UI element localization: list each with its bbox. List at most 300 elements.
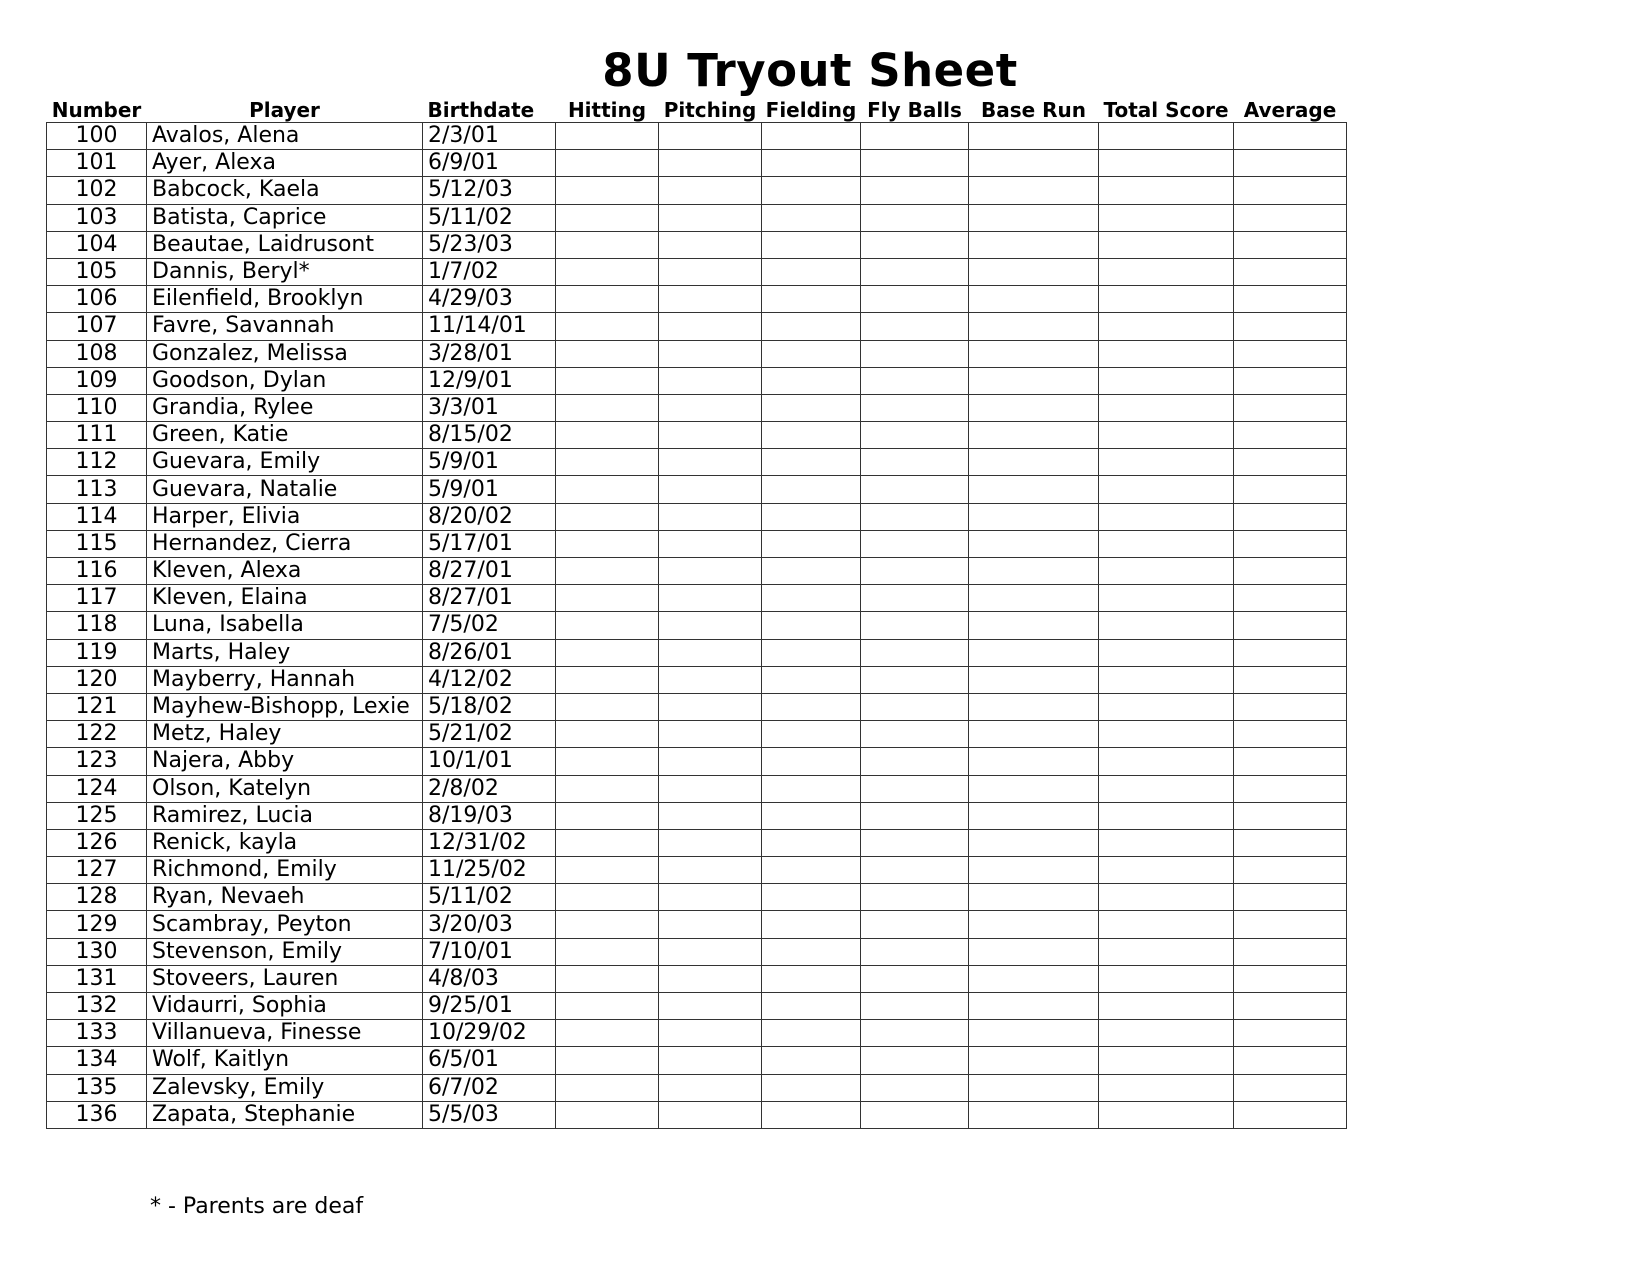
birthdate-cell: 8/27/01 — [423, 558, 556, 585]
birthdate-cell: 5/18/02 — [423, 693, 556, 720]
table-row — [47, 1047, 1347, 1074]
pitching-cell — [659, 965, 762, 992]
total-score-cell — [1099, 857, 1234, 884]
fly-balls-cell — [861, 666, 969, 693]
base-run-cell — [969, 231, 1099, 258]
average-cell — [1234, 367, 1347, 394]
player-cell: Zapata, Stephanie — [147, 1101, 423, 1128]
number-cell: 103 — [47, 204, 147, 231]
pitching-cell — [659, 1020, 762, 1047]
table-row — [47, 775, 1347, 802]
total-score-cell — [1099, 1020, 1234, 1047]
fielding-cell — [762, 231, 861, 258]
fielding-cell — [762, 585, 861, 612]
number-cell: 133 — [47, 1020, 147, 1047]
table-row — [47, 258, 1347, 285]
fielding-cell — [762, 612, 861, 639]
total-score-cell — [1099, 286, 1234, 313]
base-run-cell — [969, 422, 1099, 449]
pitching-cell — [659, 313, 762, 340]
total-score-cell — [1099, 585, 1234, 612]
total-score-cell — [1099, 612, 1234, 639]
number-cell: 104 — [47, 231, 147, 258]
base-run-cell — [969, 857, 1099, 884]
hitting-cell — [556, 612, 659, 639]
player-cell: Renick, kayla — [147, 829, 423, 856]
number-cell: 120 — [47, 666, 147, 693]
pitching-cell — [659, 829, 762, 856]
number-cell: 119 — [47, 639, 147, 666]
table-row — [47, 721, 1347, 748]
hitting-cell — [556, 367, 659, 394]
pitching-cell — [659, 857, 762, 884]
fly-balls-cell — [861, 476, 969, 503]
pitching-cell — [659, 558, 762, 585]
fly-balls-cell — [861, 612, 969, 639]
base-run-cell — [969, 340, 1099, 367]
base-run-cell — [969, 612, 1099, 639]
hitting-cell — [556, 503, 659, 530]
average-cell — [1234, 938, 1347, 965]
fielding-cell — [762, 449, 861, 476]
pitching-cell — [659, 884, 762, 911]
hitting-cell — [556, 394, 659, 421]
pitching-cell — [659, 666, 762, 693]
hitting-cell — [556, 258, 659, 285]
fielding-cell — [762, 204, 861, 231]
player-cell: Ramirez, Lucia — [147, 802, 423, 829]
number-cell: 130 — [47, 938, 147, 965]
total-score-cell — [1099, 884, 1234, 911]
table-row — [47, 857, 1347, 884]
fielding-cell — [762, 1047, 861, 1074]
fielding-cell — [762, 965, 861, 992]
base-run-cell — [969, 558, 1099, 585]
total-score-cell — [1099, 123, 1234, 150]
total-score-cell — [1099, 204, 1234, 231]
pitching-cell — [659, 286, 762, 313]
base-run-cell — [969, 775, 1099, 802]
fly-balls-cell — [861, 1020, 969, 1047]
birthdate-cell: 5/5/03 — [423, 1101, 556, 1128]
player-cell: Grandia, Rylee — [147, 394, 423, 421]
fielding-cell — [762, 857, 861, 884]
hitting-cell — [556, 1074, 659, 1101]
pitching-cell — [659, 476, 762, 503]
number-cell: 126 — [47, 829, 147, 856]
birthdate-cell: 2/3/01 — [423, 123, 556, 150]
player-cell: Villanueva, Finesse — [147, 1020, 423, 1047]
player-cell: Guevara, Emily — [147, 449, 423, 476]
total-score-cell — [1099, 530, 1234, 557]
table-row — [47, 286, 1347, 313]
number-cell: 124 — [47, 775, 147, 802]
column-header-total-score: Total Score — [1103, 98, 1229, 122]
average-cell — [1234, 231, 1347, 258]
fielding-cell — [762, 177, 861, 204]
number-cell: 106 — [47, 286, 147, 313]
fielding-cell — [762, 666, 861, 693]
fielding-cell — [762, 123, 861, 150]
fly-balls-cell — [861, 340, 969, 367]
total-score-cell — [1099, 503, 1234, 530]
pitching-cell — [659, 585, 762, 612]
player-cell: Marts, Haley — [147, 639, 423, 666]
hitting-cell — [556, 449, 659, 476]
base-run-cell — [969, 313, 1099, 340]
number-cell: 108 — [47, 340, 147, 367]
table-row — [47, 884, 1347, 911]
number-cell: 112 — [47, 449, 147, 476]
player-cell: Zalevsky, Emily — [147, 1074, 423, 1101]
total-score-cell — [1099, 449, 1234, 476]
fielding-cell — [762, 775, 861, 802]
pitching-cell — [659, 639, 762, 666]
birthdate-cell: 8/19/03 — [423, 802, 556, 829]
base-run-cell — [969, 1101, 1099, 1128]
number-cell: 136 — [47, 1101, 147, 1128]
column-header-number: Number — [51, 98, 142, 122]
hitting-cell — [556, 313, 659, 340]
fielding-cell — [762, 422, 861, 449]
fly-balls-cell — [861, 585, 969, 612]
hitting-cell — [556, 231, 659, 258]
table-row — [47, 503, 1347, 530]
total-score-cell — [1099, 911, 1234, 938]
table-row — [47, 829, 1347, 856]
average-cell — [1234, 911, 1347, 938]
pitching-cell — [659, 123, 762, 150]
page-title: 8U Tryout Sheet — [602, 44, 1018, 97]
base-run-cell — [969, 911, 1099, 938]
average-cell — [1234, 177, 1347, 204]
total-score-cell — [1099, 367, 1234, 394]
base-run-cell — [969, 1047, 1099, 1074]
birthdate-cell: 5/11/02 — [423, 204, 556, 231]
hitting-cell — [556, 721, 659, 748]
base-run-cell — [969, 150, 1099, 177]
fly-balls-cell — [861, 204, 969, 231]
table-row — [47, 150, 1347, 177]
birthdate-cell: 6/9/01 — [423, 150, 556, 177]
table-row — [47, 449, 1347, 476]
fielding-cell — [762, 1020, 861, 1047]
pitching-cell — [659, 802, 762, 829]
average-cell — [1234, 639, 1347, 666]
birthdate-cell: 8/15/02 — [423, 422, 556, 449]
fielding-cell — [762, 721, 861, 748]
fielding-cell — [762, 693, 861, 720]
number-cell: 116 — [47, 558, 147, 585]
fly-balls-cell — [861, 394, 969, 421]
hitting-cell — [556, 585, 659, 612]
player-cell: Guevara, Natalie — [147, 476, 423, 503]
total-score-cell — [1099, 394, 1234, 421]
pitching-cell — [659, 422, 762, 449]
total-score-cell — [1099, 422, 1234, 449]
pitching-cell — [659, 993, 762, 1020]
player-cell: Stevenson, Emily — [147, 938, 423, 965]
hitting-cell — [556, 558, 659, 585]
table-row — [47, 693, 1347, 720]
fielding-cell — [762, 829, 861, 856]
table-row — [47, 313, 1347, 340]
birthdate-cell: 8/27/01 — [423, 585, 556, 612]
birthdate-cell: 11/14/01 — [423, 313, 556, 340]
fielding-cell — [762, 911, 861, 938]
total-score-cell — [1099, 313, 1234, 340]
base-run-cell — [969, 693, 1099, 720]
table-row — [47, 422, 1347, 449]
hitting-cell — [556, 177, 659, 204]
total-score-cell — [1099, 748, 1234, 775]
table-row — [47, 177, 1347, 204]
number-cell: 105 — [47, 258, 147, 285]
column-header-fly-balls: Fly Balls — [867, 98, 962, 122]
birthdate-cell: 5/21/02 — [423, 721, 556, 748]
fielding-cell — [762, 884, 861, 911]
pitching-cell — [659, 612, 762, 639]
player-cell: Favre, Savannah — [147, 313, 423, 340]
birthdate-cell: 2/8/02 — [423, 775, 556, 802]
pitching-cell — [659, 1047, 762, 1074]
birthdate-cell: 10/1/01 — [423, 748, 556, 775]
fielding-cell — [762, 286, 861, 313]
birthdate-cell: 6/7/02 — [423, 1074, 556, 1101]
hitting-cell — [556, 1101, 659, 1128]
hitting-cell — [556, 1047, 659, 1074]
base-run-cell — [969, 286, 1099, 313]
average-cell — [1234, 1101, 1347, 1128]
table-row — [47, 1101, 1347, 1128]
number-cell: 123 — [47, 748, 147, 775]
birthdate-cell: 6/5/01 — [423, 1047, 556, 1074]
base-run-cell — [969, 721, 1099, 748]
player-cell: Olson, Katelyn — [147, 775, 423, 802]
table-row — [47, 231, 1347, 258]
number-cell: 125 — [47, 802, 147, 829]
total-score-cell — [1099, 1074, 1234, 1101]
fly-balls-cell — [861, 775, 969, 802]
fly-balls-cell — [861, 1101, 969, 1128]
average-cell — [1234, 585, 1347, 612]
pitching-cell — [659, 775, 762, 802]
pitching-cell — [659, 938, 762, 965]
table-row — [47, 748, 1347, 775]
total-score-cell — [1099, 1101, 1234, 1128]
hitting-cell — [556, 965, 659, 992]
total-score-cell — [1099, 639, 1234, 666]
total-score-cell — [1099, 177, 1234, 204]
table-row — [47, 1020, 1347, 1047]
number-cell: 128 — [47, 884, 147, 911]
table-row — [47, 802, 1347, 829]
fielding-cell — [762, 530, 861, 557]
pitching-cell — [659, 150, 762, 177]
fielding-cell — [762, 340, 861, 367]
average-cell — [1234, 993, 1347, 1020]
number-cell: 122 — [47, 721, 147, 748]
fielding-cell — [762, 394, 861, 421]
table-row — [47, 666, 1347, 693]
base-run-cell — [969, 177, 1099, 204]
fielding-cell — [762, 639, 861, 666]
number-cell: 110 — [47, 394, 147, 421]
base-run-cell — [969, 585, 1099, 612]
pitching-cell — [659, 1101, 762, 1128]
average-cell — [1234, 693, 1347, 720]
birthdate-cell: 1/7/02 — [423, 258, 556, 285]
birthdate-cell: 7/10/01 — [423, 938, 556, 965]
hitting-cell — [556, 1020, 659, 1047]
base-run-cell — [969, 748, 1099, 775]
fielding-cell — [762, 1101, 861, 1128]
table-row — [47, 340, 1347, 367]
player-cell: Green, Katie — [147, 422, 423, 449]
hitting-cell — [556, 530, 659, 557]
pitching-cell — [659, 748, 762, 775]
fly-balls-cell — [861, 313, 969, 340]
pitching-cell — [659, 340, 762, 367]
fly-balls-cell — [861, 558, 969, 585]
average-cell — [1234, 884, 1347, 911]
base-run-cell — [969, 993, 1099, 1020]
pitching-cell — [659, 394, 762, 421]
pitching-cell — [659, 721, 762, 748]
birthdate-cell: 3/28/01 — [423, 340, 556, 367]
number-cell: 121 — [47, 693, 147, 720]
hitting-cell — [556, 340, 659, 367]
average-cell — [1234, 258, 1347, 285]
fielding-cell — [762, 1074, 861, 1101]
total-score-cell — [1099, 993, 1234, 1020]
table-row — [47, 1074, 1347, 1101]
number-cell: 100 — [47, 123, 147, 150]
average-cell — [1234, 558, 1347, 585]
pitching-cell — [659, 449, 762, 476]
average-cell — [1234, 775, 1347, 802]
base-run-cell — [969, 204, 1099, 231]
total-score-cell — [1099, 1047, 1234, 1074]
fly-balls-cell — [861, 639, 969, 666]
average-cell — [1234, 612, 1347, 639]
average-cell — [1234, 965, 1347, 992]
number-cell: 118 — [47, 612, 147, 639]
player-cell: Luna, Isabella — [147, 612, 423, 639]
hitting-cell — [556, 286, 659, 313]
total-score-cell — [1099, 693, 1234, 720]
hitting-cell — [556, 911, 659, 938]
table-row — [47, 993, 1347, 1020]
average-cell — [1234, 666, 1347, 693]
average-cell — [1234, 721, 1347, 748]
birthdate-cell: 12/31/02 — [423, 829, 556, 856]
table-row — [47, 476, 1347, 503]
fly-balls-cell — [861, 503, 969, 530]
hitting-cell — [556, 666, 659, 693]
number-cell: 129 — [47, 911, 147, 938]
player-cell: Kleven, Alexa — [147, 558, 423, 585]
birthdate-cell: 8/20/02 — [423, 503, 556, 530]
pitching-cell — [659, 231, 762, 258]
fielding-cell — [762, 367, 861, 394]
base-run-cell — [969, 666, 1099, 693]
player-cell: Stoveers, Lauren — [147, 965, 423, 992]
average-cell — [1234, 340, 1347, 367]
fielding-cell — [762, 150, 861, 177]
table-row — [47, 911, 1347, 938]
player-cell: Ryan, Nevaeh — [147, 884, 423, 911]
number-cell: 115 — [47, 530, 147, 557]
column-header-average: Average — [1243, 98, 1337, 122]
birthdate-cell: 9/25/01 — [423, 993, 556, 1020]
pitching-cell — [659, 1074, 762, 1101]
number-cell: 107 — [47, 313, 147, 340]
fielding-cell — [762, 476, 861, 503]
birthdate-cell: 5/11/02 — [423, 884, 556, 911]
header-row — [47, 98, 1347, 123]
birthdate-cell: 4/8/03 — [423, 965, 556, 992]
number-cell: 127 — [47, 857, 147, 884]
total-score-cell — [1099, 558, 1234, 585]
table-body — [47, 123, 1347, 1129]
average-cell — [1234, 829, 1347, 856]
player-cell: Harper, Elivia — [147, 503, 423, 530]
table-row — [47, 965, 1347, 992]
birthdate-cell: 11/25/02 — [423, 857, 556, 884]
player-cell: Kleven, Elaina — [147, 585, 423, 612]
hitting-cell — [556, 476, 659, 503]
table-row — [47, 558, 1347, 585]
fly-balls-cell — [861, 258, 969, 285]
total-score-cell — [1099, 666, 1234, 693]
fly-balls-cell — [861, 449, 969, 476]
number-cell: 113 — [47, 476, 147, 503]
number-cell: 135 — [47, 1074, 147, 1101]
table-row — [47, 639, 1347, 666]
fly-balls-cell — [861, 748, 969, 775]
base-run-cell — [969, 530, 1099, 557]
base-run-cell — [969, 965, 1099, 992]
fielding-cell — [762, 802, 861, 829]
average-cell — [1234, 1074, 1347, 1101]
hitting-cell — [556, 150, 659, 177]
player-cell: Scambray, Peyton — [147, 911, 423, 938]
pitching-cell — [659, 177, 762, 204]
table-row — [47, 123, 1347, 150]
hitting-cell — [556, 857, 659, 884]
fly-balls-cell — [861, 150, 969, 177]
base-run-cell — [969, 802, 1099, 829]
number-cell: 111 — [47, 422, 147, 449]
fly-balls-cell — [861, 802, 969, 829]
birthdate-cell: 3/20/03 — [423, 911, 556, 938]
fly-balls-cell — [861, 1074, 969, 1101]
hitting-cell — [556, 829, 659, 856]
hitting-cell — [556, 938, 659, 965]
number-cell: 109 — [47, 367, 147, 394]
player-cell: Wolf, Kaitlyn — [147, 1047, 423, 1074]
base-run-cell — [969, 123, 1099, 150]
average-cell — [1234, 1020, 1347, 1047]
birthdate-cell: 5/17/01 — [423, 530, 556, 557]
fly-balls-cell — [861, 286, 969, 313]
number-cell: 102 — [47, 177, 147, 204]
player-cell: Avalos, Alena — [147, 123, 423, 150]
total-score-cell — [1099, 476, 1234, 503]
average-cell — [1234, 204, 1347, 231]
average-cell — [1234, 123, 1347, 150]
